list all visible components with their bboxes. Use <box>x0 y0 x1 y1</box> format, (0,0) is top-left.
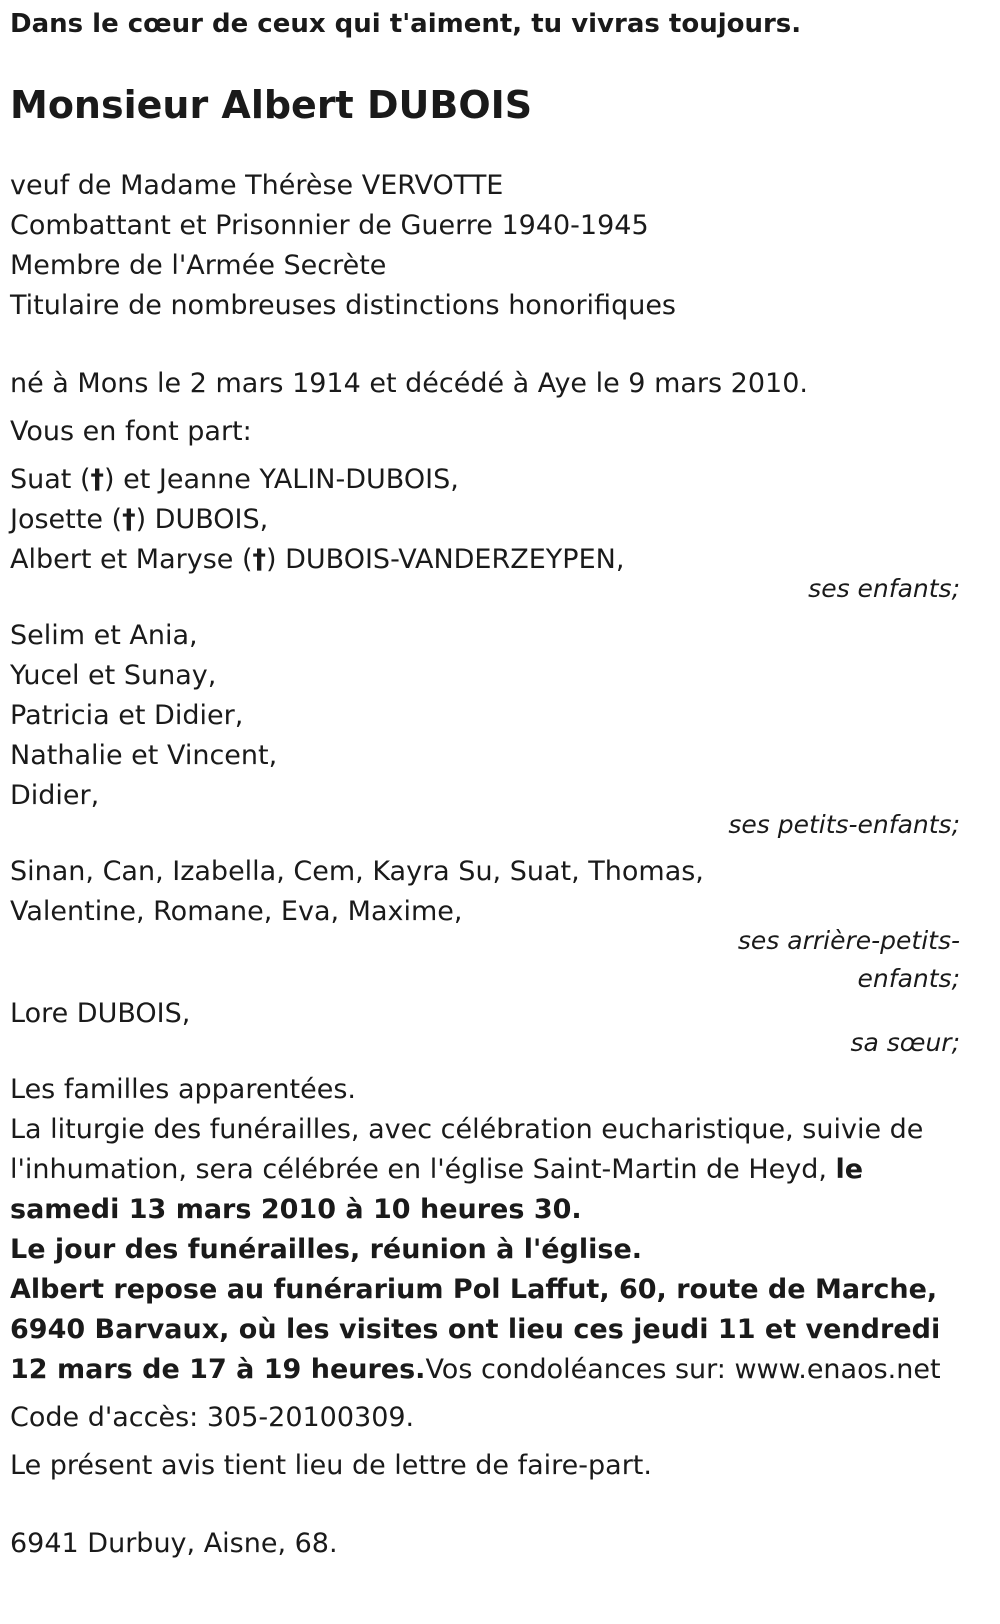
sister-block <box>10 994 960 1062</box>
great-grandchild-line: Valentine, Romane, Eva, Maxime, <box>10 896 463 927</box>
grandchildren-block <box>10 616 960 844</box>
title-line: Combattant et Prisonnier de Guerre 1940-1945 <box>10 210 649 241</box>
condolences-line: Vos condoléances sur: www.enaos.net <box>425 1354 941 1385</box>
child-line: Suat (†) et Jeanne YALIN-DUBOIS, <box>10 464 459 495</box>
epigraph: Dans le cœur de ceux qui t'aiment, tu vivras toujours. <box>10 9 802 39</box>
role-children: ses enfants; <box>808 574 960 603</box>
title-line: Titulaire de nombreuses distinctions honorifiques <box>10 290 676 321</box>
great-grandchild-line: Sinan, Can, Izabella, Cem, Kayra Su, Suat, Thomas, <box>10 856 704 887</box>
children-block <box>10 460 960 608</box>
titles-block <box>10 166 960 326</box>
access-code: Code d'accès: 305-20100309. <box>10 1402 415 1433</box>
grandchild-line: Didier, <box>10 780 100 811</box>
title-line: veuf de Madame Thérèse VERVOTTE <box>10 170 504 201</box>
meeting-line: Le jour des funérailles, réunion à l'église. <box>10 1234 643 1265</box>
liturgy-paragraph: La liturgie des funérailles, avec célébration eucharistique, suivie de l'inhumation, sera célébrée en l'église Saint-Martin de Heyd, le samedi 13 mars 2010 à 10 heures 30. <box>10 1114 924 1225</box>
role-grandchildren: ses petits-enfants; <box>728 810 960 839</box>
cross-icon: † <box>90 464 104 495</box>
child-line: Josette (†) DUBOIS, <box>10 504 269 535</box>
deceased-name: Monsieur Albert DUBOIS <box>10 83 533 127</box>
obituary-notice <box>0 6 1000 1624</box>
grandchild-line: Nathalie et Vincent, <box>10 740 278 771</box>
announce-intro: Vous en font part: <box>10 416 252 447</box>
visitation-paragraph <box>10 1270 960 1390</box>
sister-line: Lore DUBOIS, <box>10 998 191 1029</box>
title-line: Membre de l'Armée Secrète <box>10 250 387 281</box>
visitation-details: Albert repose au funérarium Pol Laffut, 60, route de Marche, 6940 Barvaux, où les visites ont lieu ces jeudi 11 et vendredi 12 mars de 17 à 19 heures. <box>10 1274 941 1385</box>
role-sister: sa sœur; <box>850 1028 960 1057</box>
grandchild-line: Yucel et Sunay, <box>10 660 217 691</box>
birth-death: né à Mons le 2 mars 1914 et décédé à Aye le 9 mars 2010. <box>10 368 808 399</box>
child-line: Albert et Maryse (†) DUBOIS-VANDERZEYPEN, <box>10 544 625 575</box>
address-line: 6941 Durbuy, Aisne, 68. <box>10 1528 338 1559</box>
cross-icon: † <box>252 544 266 575</box>
role-great-grandchildren: ses arrière-petits-enfants; <box>737 926 960 993</box>
grandchild-line: Patricia et Didier, <box>10 700 244 731</box>
grandchild-line: Selim et Ania, <box>10 620 198 651</box>
liturgy-date: le samedi 13 mars 2010 à 10 heures 30. <box>10 1154 864 1225</box>
great-grandchildren-block <box>10 852 960 998</box>
cross-icon: † <box>122 504 136 535</box>
notice-line: Le présent avis tient lieu de lettre de faire-part. <box>10 1450 652 1481</box>
families-line: Les familles apparentées. <box>10 1074 357 1105</box>
